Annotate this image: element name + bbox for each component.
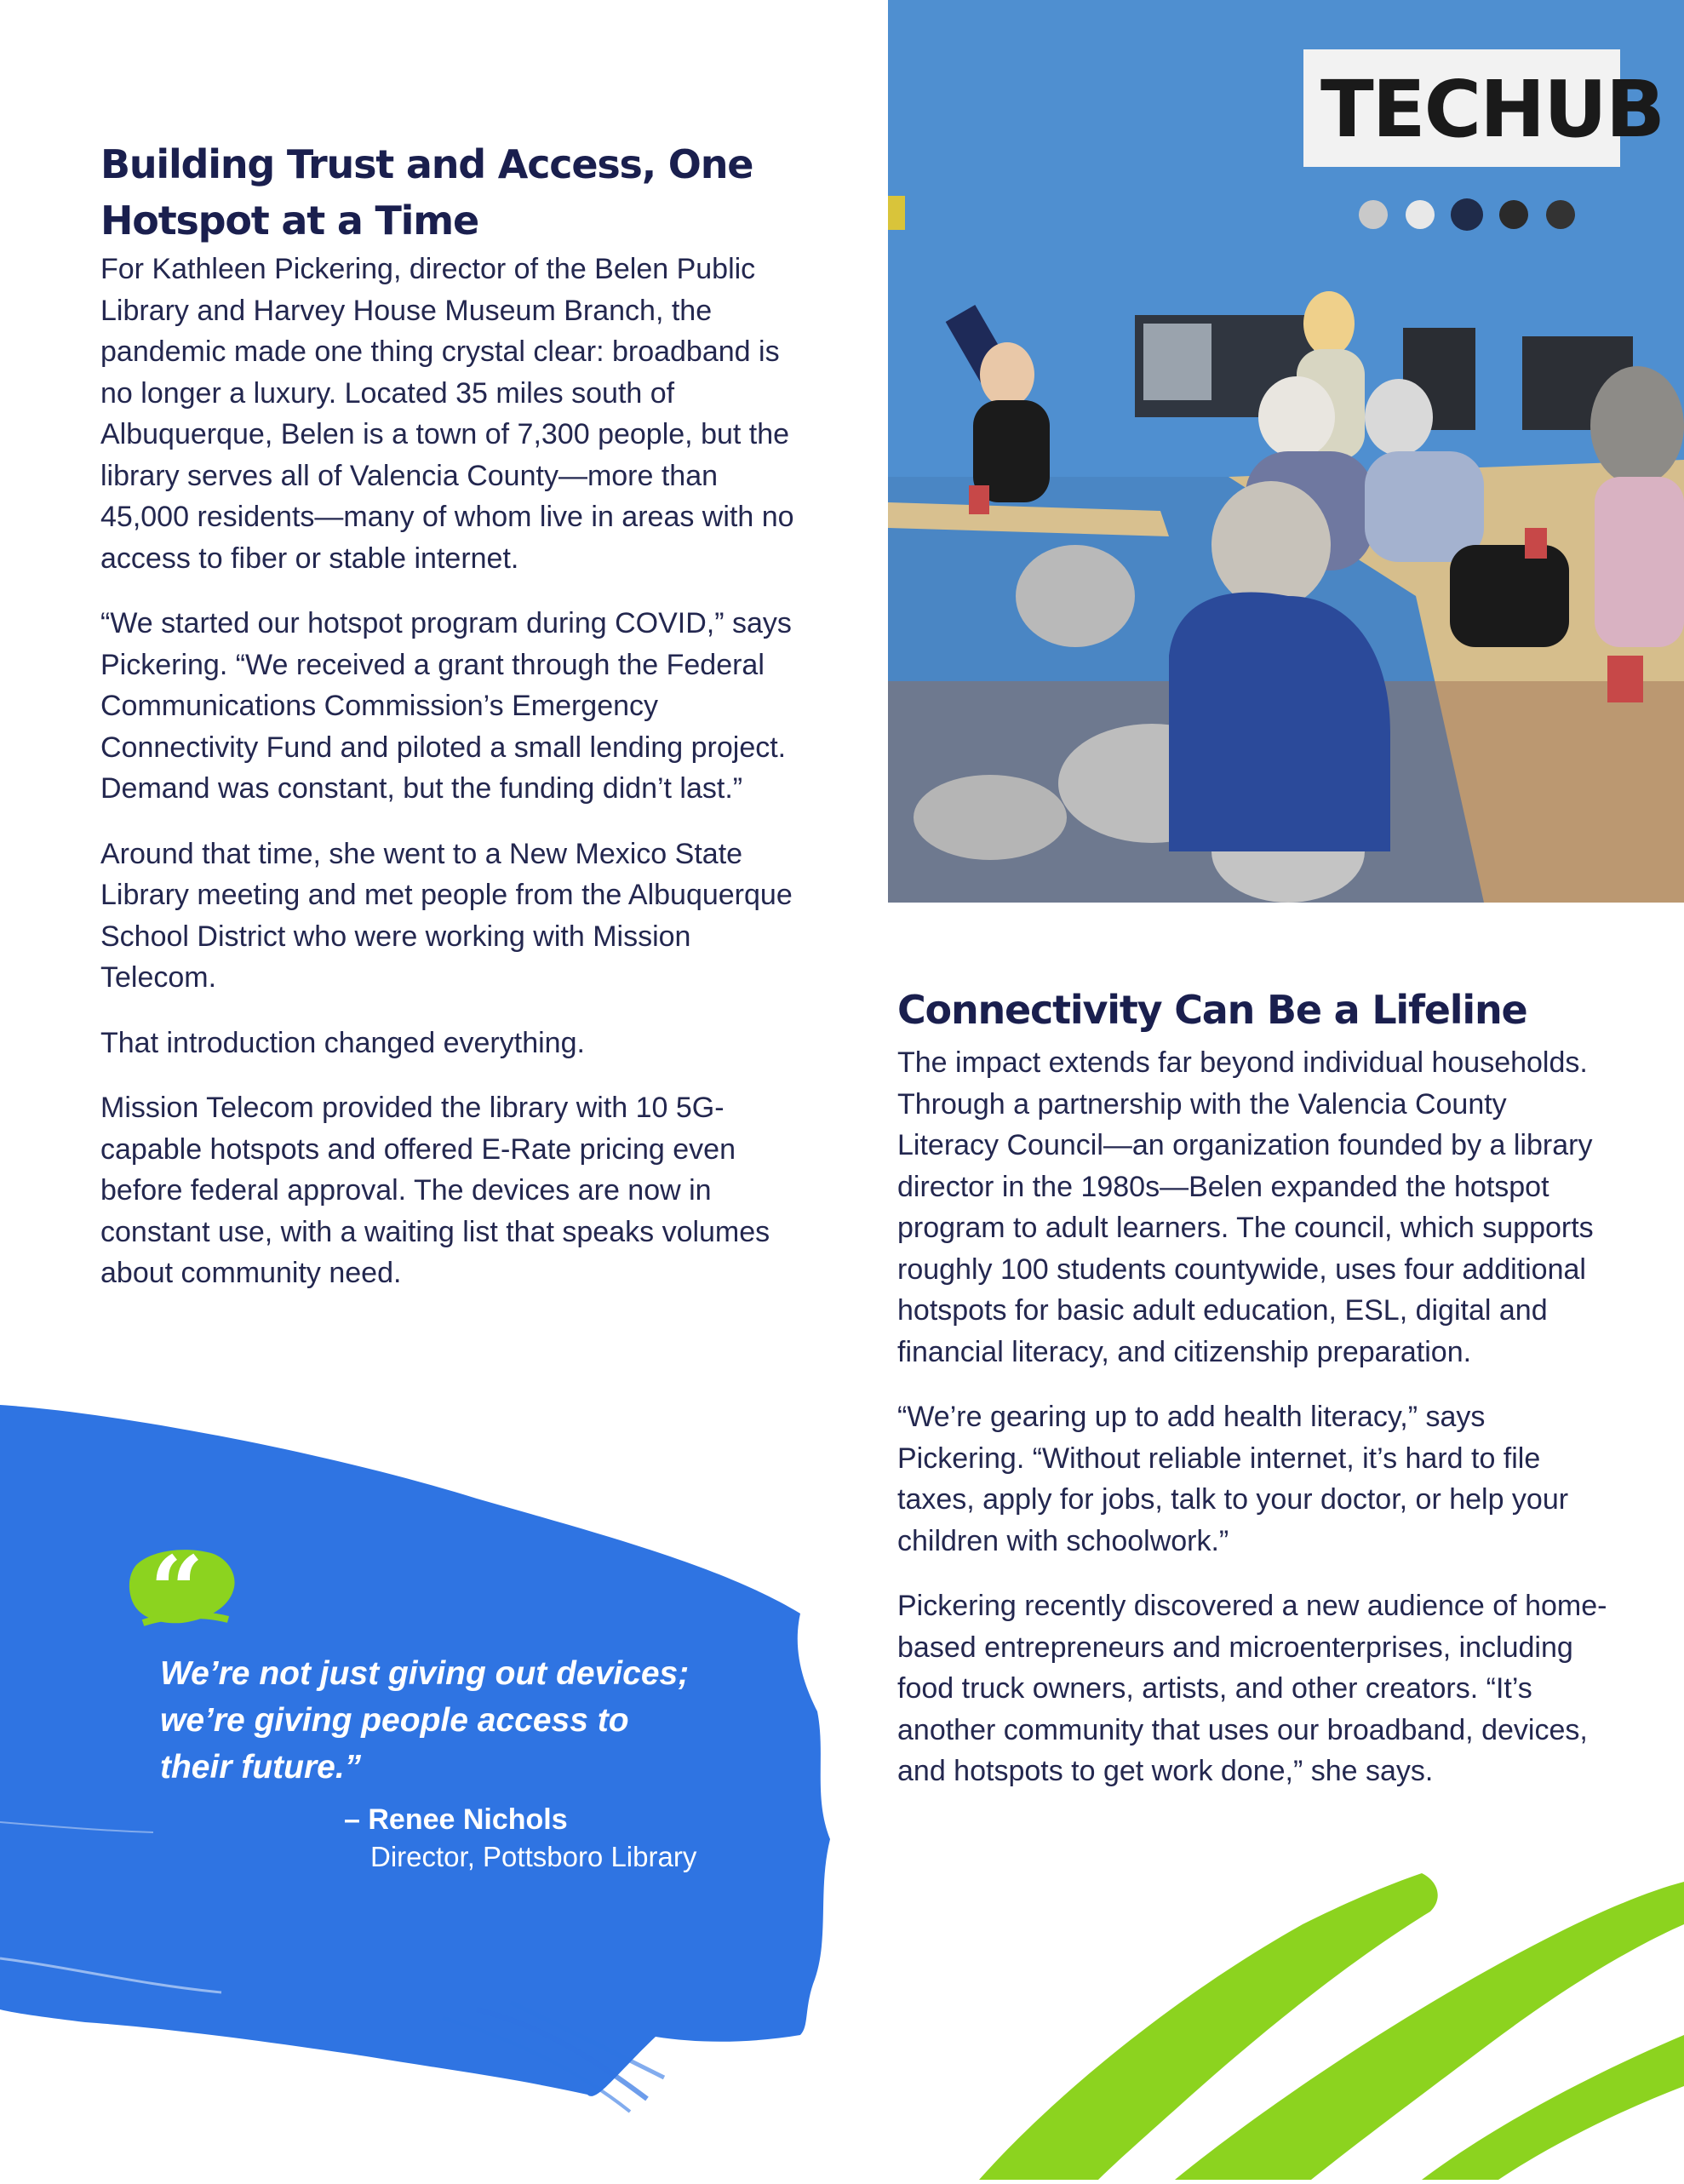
quote-mark-glyph: “: [150, 1541, 204, 1635]
techub-sign-text: TECHUB: [1320, 64, 1664, 155]
section-connectivity-lifeline: [897, 986, 1612, 1816]
pull-quote: [160, 1650, 773, 1791]
quote-author: – Renee Nichols: [344, 1803, 568, 1836]
section-heading-building-trust: [100, 136, 807, 249]
heading-line: Building Trust and Access, One: [100, 141, 753, 187]
paragraph: “We’re gearing up to add health literacy,” says Pickering. “Without reliable internet, it’s hard to file taxes, apply for jobs, talk to your doctor, or help your children with schoolwork.”: [897, 1401, 1569, 1557]
quote-mark-icon: [126, 1541, 245, 1635]
green-brush-stroke: [945, 1831, 1684, 2180]
paragraph: That introduction changed everything.: [100, 1026, 585, 1059]
pull-quote-line: We’re not just giving out devices;: [160, 1655, 690, 1692]
paragraph: “We started our hotspot program during COVID,” says Pickering. “We received a grant through the Federal Communications Commission’s Emergency Connectivity Fund and piloted a small lending project. Demand was constant, but the funding didn’t last.”: [100, 607, 792, 805]
section-building-trust: [100, 136, 807, 1318]
section-heading-connectivity: Connectivity Can Be a Lifeline: [897, 987, 1527, 1033]
techub-meeting-photo: [888, 0, 1684, 903]
paragraph: Around that time, she went to a New Mexico State Library meeting and met people from the Albuquerque School District who were working with Mission Telecom.: [100, 837, 793, 994]
paragraph: Mission Telecom provided the library with 10 5G-capable hotspots and offered E-Rate pricing even before federal approval. The devices are now in constant use, with a waiting list that speaks volumes about community need.: [100, 1092, 770, 1289]
paragraph: For Kathleen Pickering, director of the Belen Public Library and Harvey House Museum Branch, the pandemic made one thing crystal clear: broadband is no longer a luxury. Located 35 miles south of Albuquerque, Belen is a town of 7,300 people, but the library serves all of Valencia County—more than 45,000 residents—many of whom live in areas with no access to fiber or stable internet.: [100, 253, 794, 575]
paragraph: Pickering recently discovered a new audience of home-based entrepreneurs and microenterprises, including food truck owners, artists, and other creators. “It’s another community that uses our broadband, devices, and hotspots to get work done,” she says.: [897, 1590, 1607, 1787]
quote-author-role: Director, Pottsboro Library: [370, 1841, 697, 1872]
heading-line: Hotspot at a Time: [100, 198, 478, 244]
paragraph: The impact extends far beyond individual households. Through a partnership with the Valencia County Literacy Council—an organization founded by a library director in the 1980s—Belen expanded the hotspot program to adult learners. The council, which supports roughly 100 students countywide, uses four additional hotspots for basic adult education, ESL, digital and financial literacy, and citizenship preparation.: [897, 1046, 1594, 1368]
pull-quote-line: their future.”: [160, 1749, 362, 1786]
pull-quote-line: we’re giving people access to: [160, 1702, 629, 1739]
